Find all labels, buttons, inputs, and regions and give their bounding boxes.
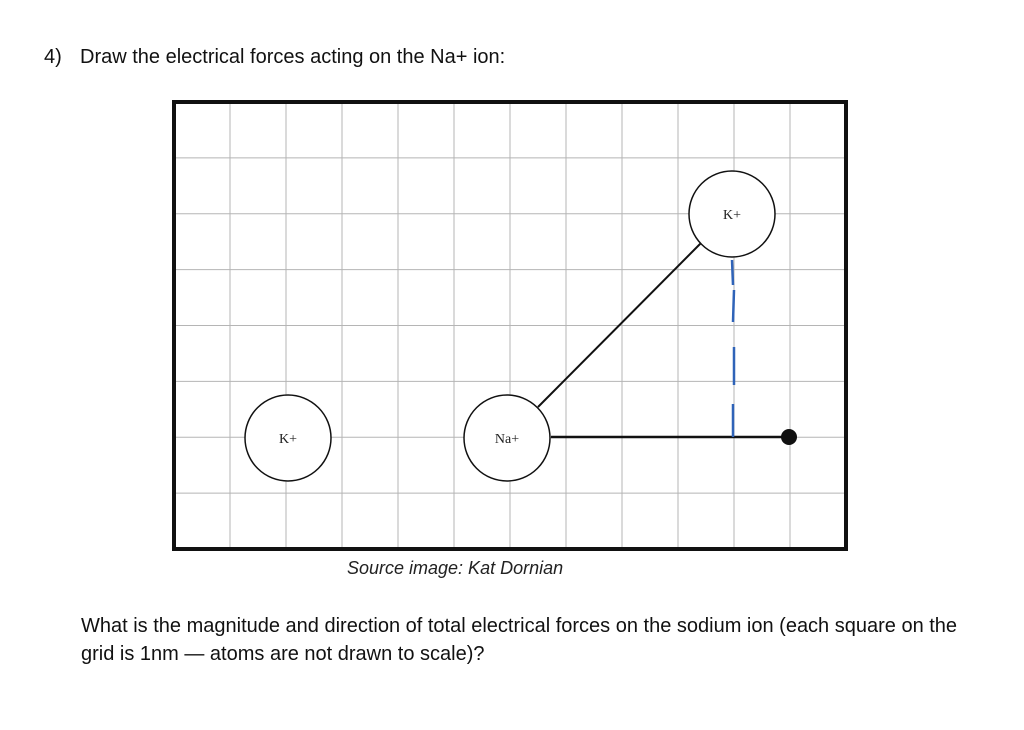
ion-label: Na+ bbox=[494, 432, 520, 447]
force-endpoint-dot bbox=[781, 429, 797, 445]
source-caption: Source image: Kat Dornian bbox=[347, 558, 564, 578]
ion-k-top bbox=[689, 171, 775, 257]
ion-k-left bbox=[245, 395, 331, 481]
ion-na bbox=[464, 395, 550, 481]
question-number: 4) bbox=[44, 46, 62, 68]
ion-label: K+ bbox=[722, 208, 742, 223]
grid-lines bbox=[174, 102, 846, 549]
ion-label: K+ bbox=[278, 432, 298, 447]
question-text: Draw the electrical forces acting on the Na+ ion: bbox=[80, 46, 506, 68]
followup-question: What is the magnitude and direction of total electrical forces on the sodium ion (each square on the grid is 1nm — atoms are not drawn to scale)? bbox=[81, 615, 958, 665]
